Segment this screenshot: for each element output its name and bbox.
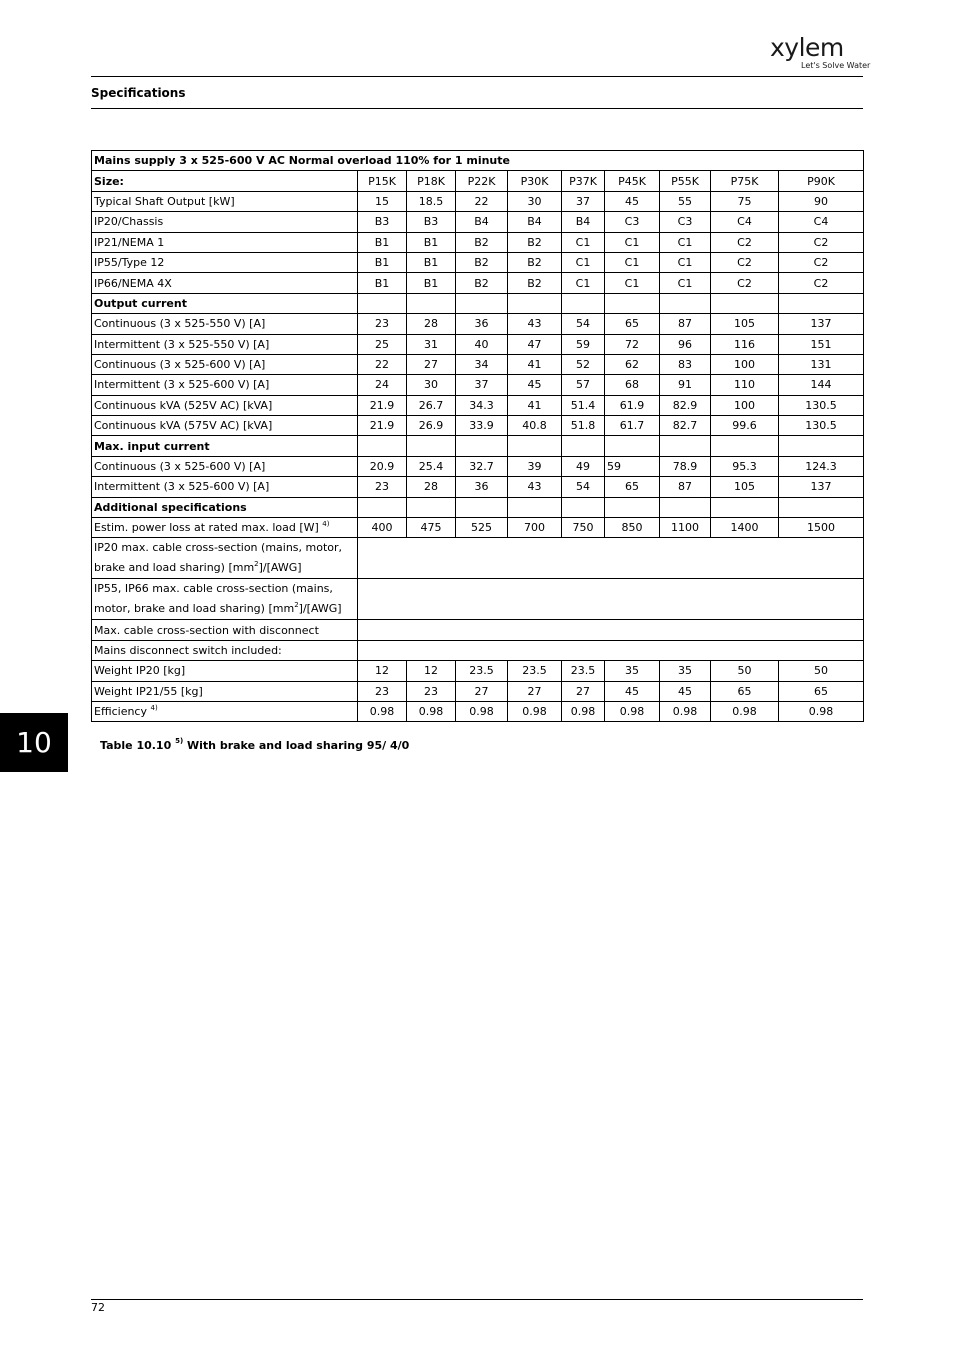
table-row [92,620,864,640]
value-cell: 0.98 [660,701,711,721]
superscript: 2 [254,559,259,568]
value-cell: 0.98 [358,701,407,721]
table-row [92,273,864,293]
empty-cell [407,436,456,456]
row-label-text: Weight IP20 [kg] [94,664,186,678]
row-label [92,701,358,721]
value-cell: 32.7 [456,456,508,476]
size-header-row [92,171,864,191]
value-cell: 22 [456,191,508,211]
table-row [92,456,864,476]
row-label [92,681,358,701]
value-cell: 130.5 [779,416,864,436]
value-cell: 131 [779,354,864,374]
table-row [92,497,864,517]
empty-cell [660,293,711,313]
page-number: 72 [91,1301,105,1314]
value-cell: 65 [605,314,660,334]
value-cell: B1 [407,252,456,272]
value-cell: 82.9 [660,395,711,415]
value-cell: 37 [456,375,508,395]
value-cell: 45 [660,681,711,701]
group-heading: Max. input current [92,436,358,456]
empty-cell [711,436,779,456]
value-cell: 23.5 [456,661,508,681]
table-row [92,354,864,374]
size-col: P37K [562,171,605,191]
value-cell: 87 [660,477,711,497]
merged-empty-cell [358,579,864,620]
caption-number: Table 10.10 [100,739,172,752]
row-label [92,273,358,293]
size-label: Size: [92,171,358,191]
table-row [92,579,864,620]
value-cell: 0.98 [407,701,456,721]
value-cell: 12 [407,661,456,681]
table-row [92,477,864,497]
table-row [92,293,864,313]
value-cell: B1 [407,232,456,252]
value-cell: 90 [779,191,864,211]
value-cell: 61.7 [605,416,660,436]
value-cell: B2 [508,232,562,252]
row-label [92,518,358,538]
value-cell: 59 [605,456,660,476]
value-cell: 57 [562,375,605,395]
size-col: P75K [711,171,779,191]
row-label [92,579,358,620]
value-cell: 105 [711,314,779,334]
row-label-text: IP20 max. cable cross-section (mains, motor, brake and load sharing) [mm [94,541,343,575]
value-cell: 34 [456,354,508,374]
row-label [92,232,358,252]
empty-cell [456,293,508,313]
value-cell: 49 [562,456,605,476]
empty-cell [660,497,711,517]
empty-cell [508,293,562,313]
value-cell: C2 [711,252,779,272]
row-label-text-end: ]/[AWG] [298,602,342,616]
caption-text: With brake and load sharing 95/ 4/0 [187,739,410,752]
merged-empty-cell [358,538,864,579]
table-row [92,252,864,272]
row-label [92,191,358,211]
value-cell: 22 [358,354,407,374]
row-label-text: Estim. power loss at rated max. load [W] [94,521,319,535]
value-cell: 45 [508,375,562,395]
row-label [92,314,358,334]
value-cell: B4 [562,212,605,232]
value-cell: C1 [660,232,711,252]
value-cell: 144 [779,375,864,395]
value-cell: 33.9 [456,416,508,436]
footnote-ref: 4) [322,519,330,528]
size-col: P45K [605,171,660,191]
value-cell: 28 [407,477,456,497]
value-cell: B2 [456,232,508,252]
empty-cell [605,497,660,517]
table-row [92,334,864,354]
value-cell: 23.5 [562,661,605,681]
value-cell: 43 [508,314,562,334]
value-cell: C2 [779,252,864,272]
value-cell: 36 [456,477,508,497]
value-cell: 65 [605,477,660,497]
value-cell: 23.5 [508,661,562,681]
size-col: P55K [660,171,711,191]
value-cell: 65 [711,681,779,701]
value-cell: B3 [358,212,407,232]
value-cell: 15 [358,191,407,211]
value-cell: 475 [407,518,456,538]
value-cell: C4 [779,212,864,232]
table-row [92,436,864,456]
empty-cell [508,497,562,517]
empty-cell [605,293,660,313]
value-cell: C1 [605,232,660,252]
value-cell: 137 [779,314,864,334]
value-cell: C1 [660,252,711,272]
value-cell: B2 [456,252,508,272]
empty-cell [660,436,711,456]
value-cell: 124.3 [779,456,864,476]
value-cell: 28 [407,314,456,334]
size-col: P15K [358,171,407,191]
value-cell: 0.98 [456,701,508,721]
row-label: Mains disconnect switch included: [92,640,358,660]
row-label [92,354,358,374]
value-cell: 27 [407,354,456,374]
value-cell: B2 [456,273,508,293]
empty-cell [508,436,562,456]
value-cell: 110 [711,375,779,395]
row-label [92,477,358,497]
value-cell: 0.98 [779,701,864,721]
empty-cell [407,293,456,313]
value-cell: 525 [456,518,508,538]
empty-cell [358,293,407,313]
table-title-row [92,151,864,171]
value-cell: B1 [358,273,407,293]
empty-cell [358,497,407,517]
value-cell: 40.8 [508,416,562,436]
value-cell: B4 [508,212,562,232]
value-cell: 54 [562,314,605,334]
table-row [92,661,864,681]
value-cell: 50 [711,661,779,681]
value-cell: C1 [605,252,660,272]
value-cell: 12 [358,661,407,681]
row-label-text: Continuous kVA (525V AC) [kVA] [94,398,273,412]
value-cell: C2 [711,232,779,252]
value-cell: C1 [660,273,711,293]
row-label-text: IP55/Type 12 [94,256,165,270]
table-row [92,232,864,252]
value-cell: 43 [508,477,562,497]
merged-empty-cell [358,640,864,660]
value-cell: 0.98 [508,701,562,721]
value-cell: 23 [358,477,407,497]
value-cell: 54 [562,477,605,497]
value-cell: 34.3 [456,395,508,415]
value-cell: 62 [605,354,660,374]
value-cell: 51.4 [562,395,605,415]
row-label [92,334,358,354]
value-cell: B3 [407,212,456,232]
table-row [92,518,864,538]
row-label [92,456,358,476]
value-cell: 47 [508,334,562,354]
table-row [92,416,864,436]
empty-cell [605,436,660,456]
value-cell: 27 [456,681,508,701]
row-label-text-end: ]/[AWG] [258,561,302,575]
value-cell: 45 [605,681,660,701]
value-cell: 1500 [779,518,864,538]
empty-cell [779,293,864,313]
row-label [92,252,358,272]
table-row [92,375,864,395]
row-label-text: IP55, IP66 max. cable cross-section (mains, motor, brake and load sharing) [mm [94,582,333,616]
row-label [92,375,358,395]
row-label: Max. cable cross-section with disconnect [92,620,358,640]
value-cell: 83 [660,354,711,374]
value-cell: 850 [605,518,660,538]
group-heading: Output current [92,293,358,313]
empty-cell [456,497,508,517]
empty-cell [562,497,605,517]
value-cell: 68 [605,375,660,395]
value-cell: C1 [562,273,605,293]
value-cell: 40 [456,334,508,354]
table-caption [100,739,409,752]
row-label-text: Weight IP21/55 [kg] [94,684,203,698]
table-row [92,191,864,211]
value-cell: 25.4 [407,456,456,476]
row-label-text: IP20/Chassis [94,215,164,229]
value-cell: 35 [660,661,711,681]
value-cell: 24 [358,375,407,395]
table-row [92,640,864,660]
value-cell: B1 [407,273,456,293]
value-cell: 27 [562,681,605,701]
empty-cell [779,436,864,456]
value-cell: 96 [660,334,711,354]
empty-cell [562,293,605,313]
value-cell: 116 [711,334,779,354]
value-cell: B4 [456,212,508,232]
value-cell: 36 [456,314,508,334]
xylem-logo [770,33,871,70]
row-label-text: Efficiency [94,705,147,719]
table-row [92,212,864,232]
merged-empty-cell [358,620,864,640]
value-cell: 151 [779,334,864,354]
row-label-text: Intermittent (3 x 525-550 V) [A] [94,337,270,351]
chapter-tab: 10 [0,713,68,772]
size-col: P22K [456,171,508,191]
empty-cell [711,293,779,313]
value-cell: 91 [660,375,711,395]
value-cell: 20.9 [358,456,407,476]
table-title: Mains supply 3 x 525-600 V AC Normal overload 110% for 1 minute [92,151,864,171]
row-label [92,395,358,415]
value-cell: 87 [660,314,711,334]
value-cell: 23 [407,681,456,701]
row-label-text: Intermittent (3 x 525-600 V) [A] [94,378,270,392]
value-cell: C1 [562,252,605,272]
size-col: P90K [779,171,864,191]
table-row [92,681,864,701]
value-cell: 21.9 [358,416,407,436]
table-row [92,395,864,415]
value-cell: 55 [660,191,711,211]
value-cell: B1 [358,252,407,272]
value-cell: B1 [358,232,407,252]
value-cell: 105 [711,477,779,497]
value-cell: 137 [779,477,864,497]
superscript: 2 [294,600,299,609]
specifications-table [91,150,864,722]
value-cell: B2 [508,273,562,293]
row-label [92,661,358,681]
value-cell: C3 [605,212,660,232]
footnote-ref: 4) [150,703,158,712]
row-label-text: Intermittent (3 x 525-600 V) [A] [94,480,270,494]
value-cell: C2 [711,273,779,293]
row-label-text: Continuous (3 x 525-600 V) [A] [94,358,266,372]
value-cell: 26.9 [407,416,456,436]
value-cell: 82.7 [660,416,711,436]
value-cell: C1 [562,232,605,252]
logo-wordmark: xylem [770,33,844,62]
row-label-text: Continuous (3 x 525-550 V) [A] [94,317,266,331]
value-cell: 0.98 [711,701,779,721]
value-cell: 100 [711,395,779,415]
value-cell: 23 [358,314,407,334]
empty-cell [358,436,407,456]
value-cell: 41 [508,395,562,415]
value-cell: 1100 [660,518,711,538]
value-cell: 750 [562,518,605,538]
value-cell: 65 [779,681,864,701]
row-label-text: Typical Shaft Output [kW] [94,194,235,208]
value-cell: 52 [562,354,605,374]
value-cell: 31 [407,334,456,354]
value-cell: 30 [407,375,456,395]
value-cell: 45 [605,191,660,211]
value-cell: 0.98 [562,701,605,721]
row-label [92,416,358,436]
value-cell: 37 [562,191,605,211]
value-cell: 72 [605,334,660,354]
value-cell: 30 [508,191,562,211]
row-label-text: Continuous kVA (575V AC) [kVA] [94,419,273,433]
value-cell: 75 [711,191,779,211]
empty-cell [407,497,456,517]
logo-tagline: Let's Solve Water [801,61,871,70]
row-label-text: IP21/NEMA 1 [94,235,165,249]
value-cell: 95.3 [711,456,779,476]
value-cell: 130.5 [779,395,864,415]
value-cell: C2 [779,273,864,293]
header-underline [91,108,863,109]
value-cell: 78.9 [660,456,711,476]
footer-rule [91,1299,863,1300]
value-cell: 26.7 [407,395,456,415]
table-row [92,538,864,579]
value-cell: C3 [660,212,711,232]
value-cell: B2 [508,252,562,272]
empty-cell [562,436,605,456]
value-cell: 21.9 [358,395,407,415]
value-cell: 0.98 [605,701,660,721]
size-col: P18K [407,171,456,191]
value-cell: 99.6 [711,416,779,436]
empty-cell [711,497,779,517]
value-cell: C4 [711,212,779,232]
value-cell: 59 [562,334,605,354]
value-cell: C2 [779,232,864,252]
value-cell: 400 [358,518,407,538]
value-cell: 50 [779,661,864,681]
empty-cell [779,497,864,517]
value-cell: 51.8 [562,416,605,436]
value-cell: 700 [508,518,562,538]
empty-cell [456,436,508,456]
value-cell: 27 [508,681,562,701]
table-row [92,701,864,721]
value-cell: 39 [508,456,562,476]
row-label [92,212,358,232]
value-cell: 23 [358,681,407,701]
value-cell: 100 [711,354,779,374]
section-title: Specifications [91,86,186,100]
row-label [92,538,358,579]
value-cell: 25 [358,334,407,354]
value-cell: 18.5 [407,191,456,211]
value-cell: C1 [605,273,660,293]
value-cell: 35 [605,661,660,681]
row-label-text: Continuous (3 x 525-600 V) [A] [94,460,266,474]
value-cell: 1400 [711,518,779,538]
value-cell: 61.9 [605,395,660,415]
header-rule [91,76,863,77]
group-heading: Additional specifications [92,497,358,517]
caption-footnote: 5) [175,737,184,746]
size-col: P30K [508,171,562,191]
value-cell: 41 [508,354,562,374]
table-row [92,314,864,334]
row-label-text: IP66/NEMA 4X [94,276,172,290]
